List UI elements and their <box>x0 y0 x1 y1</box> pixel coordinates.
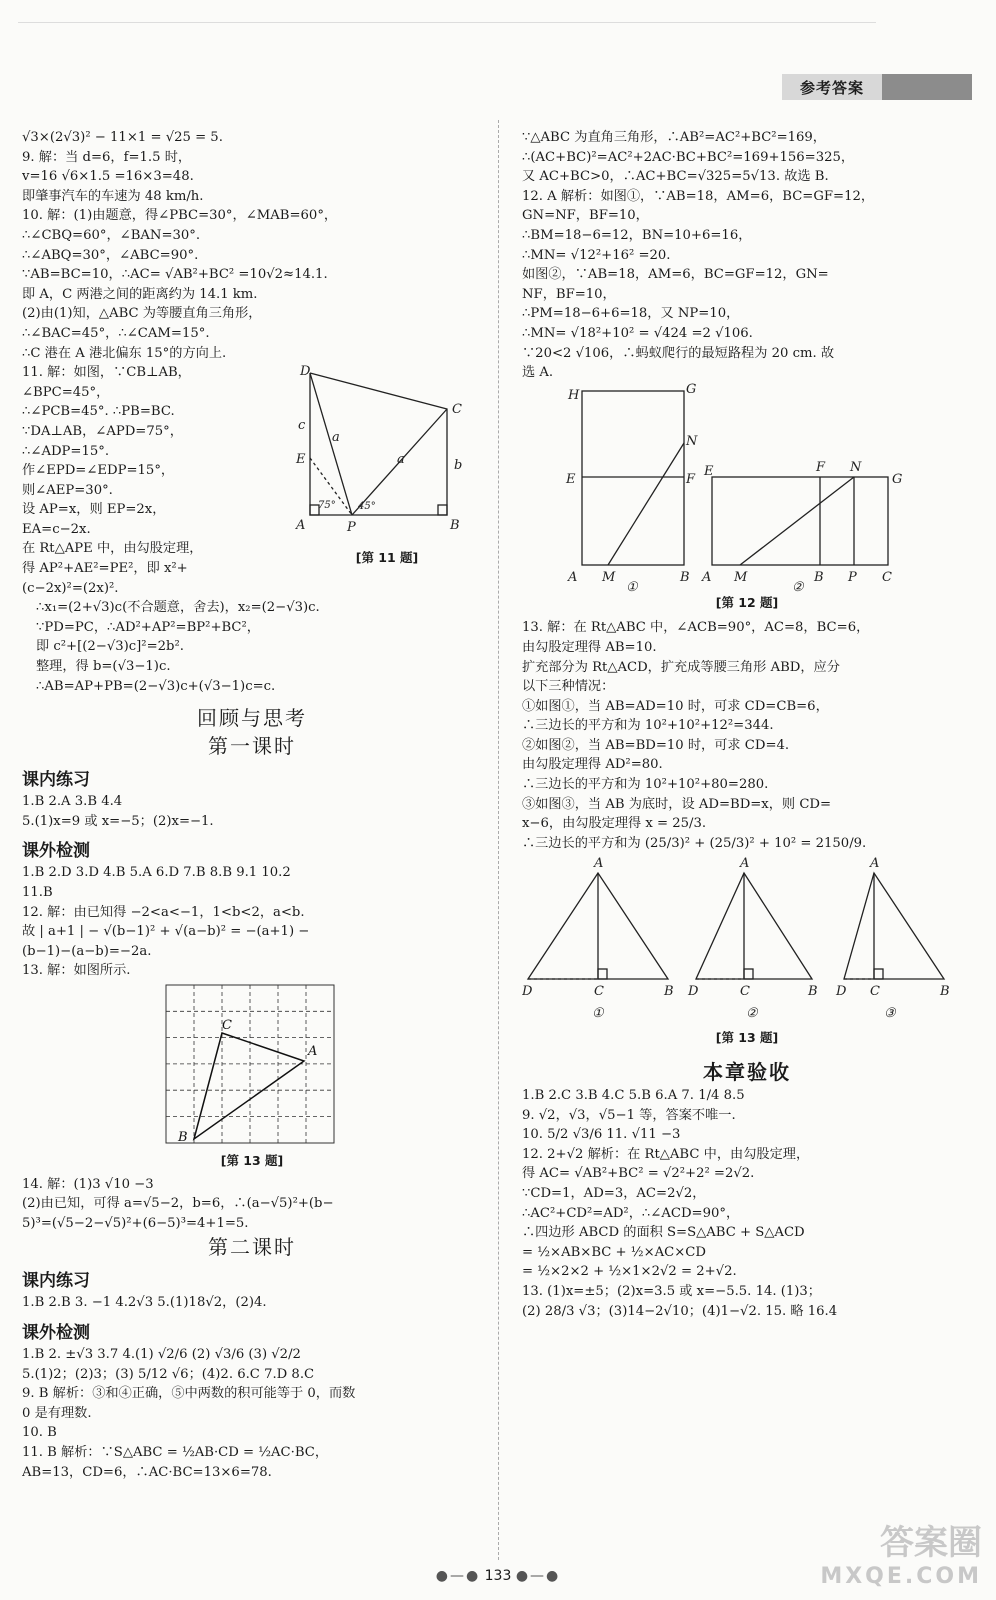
fig13-label: C <box>222 1017 232 1033</box>
text-line: ∴∠ADP=15°. <box>22 443 110 459</box>
text-line: ①如图①，当 AB=AD=10 时，可求 CD=CB=6， <box>522 698 829 714</box>
section-header-tab <box>782 74 972 100</box>
text-line: ∴三边长的平方和为 10²+10²+80=280. <box>522 777 769 793</box>
fig13r-label: A <box>594 856 604 872</box>
fig12-label: M <box>734 569 748 585</box>
fig13r-label: C <box>594 984 604 1000</box>
text-line: 9. B 解析：③和④正确，⑤中两数的积可能等于 0，而数 <box>22 1386 356 1402</box>
text-line: AB=13，CD=6，∴AC·BC=13×6=78. <box>22 1464 272 1480</box>
fig13r-label: B <box>664 984 674 1000</box>
section3-lines <box>22 1293 482 1313</box>
right-column <box>522 128 972 1321</box>
text-line: ∴∠BAC=45°，∴∠CAM=15°. <box>22 325 210 341</box>
text-line: (c−2x)²=(2x)². <box>22 580 119 596</box>
left-column <box>22 128 482 1482</box>
q11-text <box>22 363 292 598</box>
footer-dots-right: ●—● <box>515 1568 561 1584</box>
fig11-label: 45° <box>358 501 376 513</box>
section4-lines <box>22 1345 482 1482</box>
text-line: (2)由(1)知，△ABC 为等腰直角三角形， <box>22 306 262 322</box>
text-line: ∴AC²+CD²=AD²，∴∠ACD=90°， <box>522 1205 740 1221</box>
text-line: 得 AP²+AE²=PE²，即 x²+ <box>22 561 188 577</box>
fig12-diagram <box>522 383 972 593</box>
text-line: ∴C 港在 A 港北偏东 15°的方向上. <box>22 345 227 361</box>
text-line: 由勾股定理得 AB=10. <box>522 639 657 655</box>
fig13-grid-diagram <box>162 981 342 1151</box>
fig11-label: b <box>454 458 463 474</box>
text-line: √3×(2√3)² − 11×1 = √25 = 5. <box>22 130 223 145</box>
fig11-label: B <box>450 518 460 534</box>
fig12-label: F <box>816 459 826 475</box>
fig12-label: G <box>686 382 697 397</box>
fig12-label: E <box>704 463 714 479</box>
text-line: 11.B <box>22 885 53 900</box>
text-line: ∠BPC=45°， <box>22 384 110 400</box>
footer-dots-left: ●—● <box>435 1568 481 1584</box>
text-line: ∴MN= √18²+10² = √424 =2 √106. <box>522 325 753 341</box>
section-class-practice-1: 课内练习 <box>22 770 90 791</box>
text-line: 又 AC+BC>0，∴AC+BC=√325=5√13. 故选 B. <box>522 169 829 185</box>
fig13r-label: D <box>522 984 533 1000</box>
fig11-label: A <box>296 518 306 534</box>
fig13-left-container <box>22 981 482 1171</box>
text-line: 1.B 2.C 3.B 4.C 5.B 6.A 7. 1/4 8.5 <box>522 1088 745 1104</box>
text-line: 故 | a+1 | − √(b−1)² + √(a−b)² = −(a+1) − <box>22 924 310 940</box>
text-line: 5)³=(√5−2−√5)²+(6−5)³=4+1=5. <box>22 1215 249 1231</box>
fig11-label: D <box>300 364 311 380</box>
text-line: 1.B 2.A 3.B 4.4 <box>22 794 123 810</box>
section-after-class-1: 课外检测 <box>22 841 90 862</box>
text-line: 12. 2+√2 解析：在 Rt△ABC 中，由勾股定理， <box>522 1146 810 1162</box>
text-line: (2) 28/3 √3；(3)14−2√10；(4)1−√2. 15. 略 16.4 <box>522 1303 838 1319</box>
text-line: 14. 解：(1)3 √10 −3 <box>22 1176 154 1192</box>
text-line: ∴(AC+BC)²=AC²+2AC·BC+BC²=169+156=325， <box>522 149 855 165</box>
fig11-label: E <box>296 452 306 468</box>
q14-text <box>22 1175 482 1234</box>
fig12-label: M <box>602 569 616 585</box>
text-line: 1.B 2.D 3.D 4.B 5.A 6.D 7.B 8.B 9.1 10.2 <box>22 865 291 881</box>
text-line: EA=c−2x. <box>22 521 91 537</box>
fig12-label: A <box>568 569 578 585</box>
fig11-label: 75° <box>318 500 336 512</box>
fig12-label: C <box>882 569 892 585</box>
text-line: 即 c²+[(2−√3)c]²=2b². <box>36 639 184 655</box>
page-number: 133 <box>484 1568 512 1584</box>
q11-block <box>22 363 482 598</box>
fig13r-label: C <box>870 984 880 1000</box>
fig13r-label: B <box>808 984 818 1000</box>
review-title: 回顾与思考 <box>197 706 307 731</box>
text-line: 13. (1)x=±5；(2)x=3.5 或 x=−5.5. 14. (1)3； <box>522 1283 821 1299</box>
text-line: 如图②，∵AB=18，AM=6，BC=GF=12，GN= <box>522 267 829 283</box>
fig13r-label: C <box>740 984 750 1000</box>
text-line: ∵△ABC 为直角三角形，∴AB²=AC²+BC²=169， <box>522 130 826 145</box>
fig11-label: C <box>452 402 462 418</box>
text-line: 5.(1)x=9 或 x=−5；(2)x=−1. <box>22 813 214 829</box>
section-header-label: 参考答案 <box>782 74 882 100</box>
text-line: (2)由已知，可得 a=√5−2，b=6，∴(a−√5)²+(b− <box>22 1196 334 1212</box>
top-rule <box>18 22 876 23</box>
fig11-label: a <box>397 452 405 468</box>
column-divider <box>498 120 499 1560</box>
text-line: 9. 解：当 d=6，f=1.5 时， <box>22 149 192 165</box>
fig11-label: c <box>298 418 306 434</box>
fig12-label: N <box>850 459 862 475</box>
right-q13-lines <box>522 618 972 853</box>
fig13r-label: ① <box>592 1006 604 1022</box>
text-line: 12. 解：由已知得 −2<a<−1，1<b<2，a<b. <box>22 904 305 920</box>
watermark-line1: 答案圈 <box>880 1523 982 1563</box>
fig11-container <box>292 363 482 598</box>
text-line: 在 Rt△APE 中，由勾股定理， <box>22 541 203 557</box>
text-line: ∵PD=PC，∴AD²+AP²=BP²+BC²， <box>36 619 260 635</box>
header-bar <box>882 74 972 100</box>
text-line: ②如图②，当 AB=BD=10 时，可求 CD=4. <box>522 737 790 753</box>
fig12-label: B <box>814 569 824 585</box>
text-line: ③如图③，当 AB 为底时，设 AD=BD=x，则 CD= <box>522 796 832 812</box>
text-line: ∵DA⊥AB，∠APD=75°， <box>22 423 183 439</box>
fig12-caption: [第 12 题] <box>715 594 779 610</box>
text-line: ∴MN= √12²+16² =20. <box>522 247 671 263</box>
text-line: 12. A 解析：如图①，∵AB=18，AM=6，BC=GF=12， <box>522 188 875 204</box>
q11-after-text <box>22 598 482 696</box>
text-line: 即肇事汽车的车速为 48 km/h. <box>22 188 204 204</box>
fig13-label: B <box>178 1129 188 1145</box>
lesson1-title: 第一课时 <box>208 734 296 759</box>
fig12-label: H <box>568 387 580 403</box>
text-line: ∴∠PCB=45°. ∴PB=BC. <box>22 404 175 420</box>
text-line: ∴BM=18−6=12，BN=10+6=16， <box>522 227 752 243</box>
watermark-line2: MXQE.COM <box>820 1564 982 1589</box>
text-line: ∴三边长的平方和为 10²+10²+12²=344. <box>522 718 774 734</box>
text-line: ∵AB=BC=10，∴AC= √AB²+BC² =10√2≈14.1. <box>22 267 328 283</box>
fig12-label: A <box>702 569 712 585</box>
text-line: ∵20<2 √106，∴蚂蚁爬行的最短路程为 20 cm. 故 <box>522 345 835 361</box>
fig12-label: B <box>680 569 690 585</box>
fig12-label: G <box>892 471 903 487</box>
text-line: (b−1)−(a−b)=−2a. <box>22 943 152 959</box>
text-line: 即 A，C 两港之间的距离约为 14.1 km. <box>22 286 258 302</box>
text-line: x−6，由勾股定理得 x = 25/3. <box>522 816 707 832</box>
text-line: 以下三种情况： <box>522 679 615 695</box>
text-line: 13. 解：如图所示. <box>22 963 131 979</box>
watermark <box>782 1523 982 1589</box>
section1-lines <box>22 792 482 831</box>
fig12-label: P <box>848 569 857 585</box>
text-line: ∵CD=1，AD=3，AC=2√2， <box>522 1186 706 1201</box>
text-line: v=16 √6×1.5 =16×3=48. <box>22 169 194 185</box>
right-top-lines <box>522 128 972 383</box>
fig12-label: F <box>686 471 696 487</box>
fig11-diagram <box>292 363 482 548</box>
section2-lines <box>22 863 482 981</box>
text-line: 由勾股定理得 AD²=80. <box>522 757 663 773</box>
text-line: 10. 5/2 √3/6 11. √11 −3 <box>522 1127 681 1143</box>
text-line: 设 AP=x，则 EP=2x， <box>22 502 166 518</box>
text-line: 1.B 2. ±√3 3.7 4.(1) √2/6 (2) √3/6 (3) √2/2 <box>22 1346 301 1362</box>
text-line: 作∠EPD=∠EDP=15°， <box>22 463 175 479</box>
chapter-review-title: 本章验收 <box>703 1060 791 1085</box>
text-line: 扩充部分为 Rt△ACD，扩充成等腰三角形 ABD，应分 <box>522 659 840 675</box>
text-line: ∴四边形 ABCD 的面积 S=S△ABC + S△ACD <box>522 1225 805 1241</box>
text-line: 13. 解：在 Rt△ABC 中，∠ACB=90°，AC=8，BC=6， <box>522 620 870 636</box>
fig12-label: ① <box>626 579 638 593</box>
fig13-label: A <box>308 1043 318 1059</box>
text-line: 10. B <box>22 1425 57 1441</box>
text-line: = ½×2×2 + ½×1×2√2 = 2+√2. <box>522 1264 737 1280</box>
text-line: ∴x₁=(2+√3)c(不合题意，舍去)，x₂=(2−√3)c. <box>36 600 320 616</box>
fig13-left-caption: [第 13 题] <box>220 1152 284 1168</box>
text-line: GN=NF，BF=10， <box>522 208 649 224</box>
fig13r-label: D <box>688 984 699 1000</box>
text-line: 整理，得 b=(√3−1)c. <box>36 659 171 675</box>
text-line: NF，BF=10， <box>522 286 616 302</box>
text-line: 得 AC= √AB²+BC² = √2²+2² =2√2. <box>522 1166 755 1182</box>
text-line: 11. 解：如图，∵CB⊥AB， <box>22 365 191 381</box>
fig12-label: ② <box>792 579 804 593</box>
text-line: 1.B 2.B 3. −1 4.2√3 5.(1)18√2，(2)4. <box>22 1295 267 1311</box>
text-line: 选 A. <box>522 365 554 381</box>
section-after-class-2: 课外检测 <box>22 1322 90 1343</box>
text-line: ∴AB=AP+PB=(2−√3)c+(√3−1)c=c. <box>36 678 276 694</box>
left-answer-lines <box>22 128 482 363</box>
text-line: ∴PM=18−6+6=18，又 NP=10， <box>522 306 740 322</box>
fig13r-label: ③ <box>884 1006 896 1022</box>
lesson2-title: 第二课时 <box>208 1235 296 1260</box>
fig13r-label: D <box>836 984 847 1000</box>
section-class-practice-2: 课内练习 <box>22 1271 90 1292</box>
text-line: 9. √2，√3，√5−1 等，答案不唯一. <box>522 1107 736 1123</box>
text-line: 5.(1)2；(2)3；(3) 5/12 √6；(4)2. 6.C 7.D 8.C <box>22 1366 315 1382</box>
fig11-label: a <box>332 430 340 446</box>
text-line: 10. 解：(1)由题意，得∠PBC=30°，∠MAB=60°， <box>22 208 338 224</box>
fig13r-caption: [第 13 题] <box>715 1030 779 1046</box>
fig13r-label: A <box>870 856 880 872</box>
fig12-label: E <box>566 471 576 487</box>
fig12-label: N <box>686 433 698 449</box>
fig13r-label: B <box>940 984 950 1000</box>
fig13-triangles-diagram <box>522 853 972 1028</box>
text-line: = ½×AB×BC + ½×AC×CD <box>522 1244 706 1260</box>
fig13r-label: ② <box>746 1006 758 1022</box>
fig13r-label: A <box>740 856 750 872</box>
text-line: 11. B 解析：∵S△ABC = ½AB·CD = ½AC·BC， <box>22 1444 329 1460</box>
text-line: ∴∠ABQ=30°，∠ABC=90°. <box>22 247 199 263</box>
right-chapter-lines <box>522 1086 972 1321</box>
fig11-caption: [第 11 题] <box>355 550 419 566</box>
text-line: 则∠AEP=30°. <box>22 482 113 498</box>
text-line: ∴三边长的平方和为 (25/3)² + (25/3)² + 10² = 2150/9. <box>522 835 867 851</box>
text-line: 0 是有理数. <box>22 1405 92 1421</box>
text-line: ∴∠CBQ=60°，∠BAN=30°. <box>22 227 201 243</box>
fig11-label: P <box>347 520 356 536</box>
